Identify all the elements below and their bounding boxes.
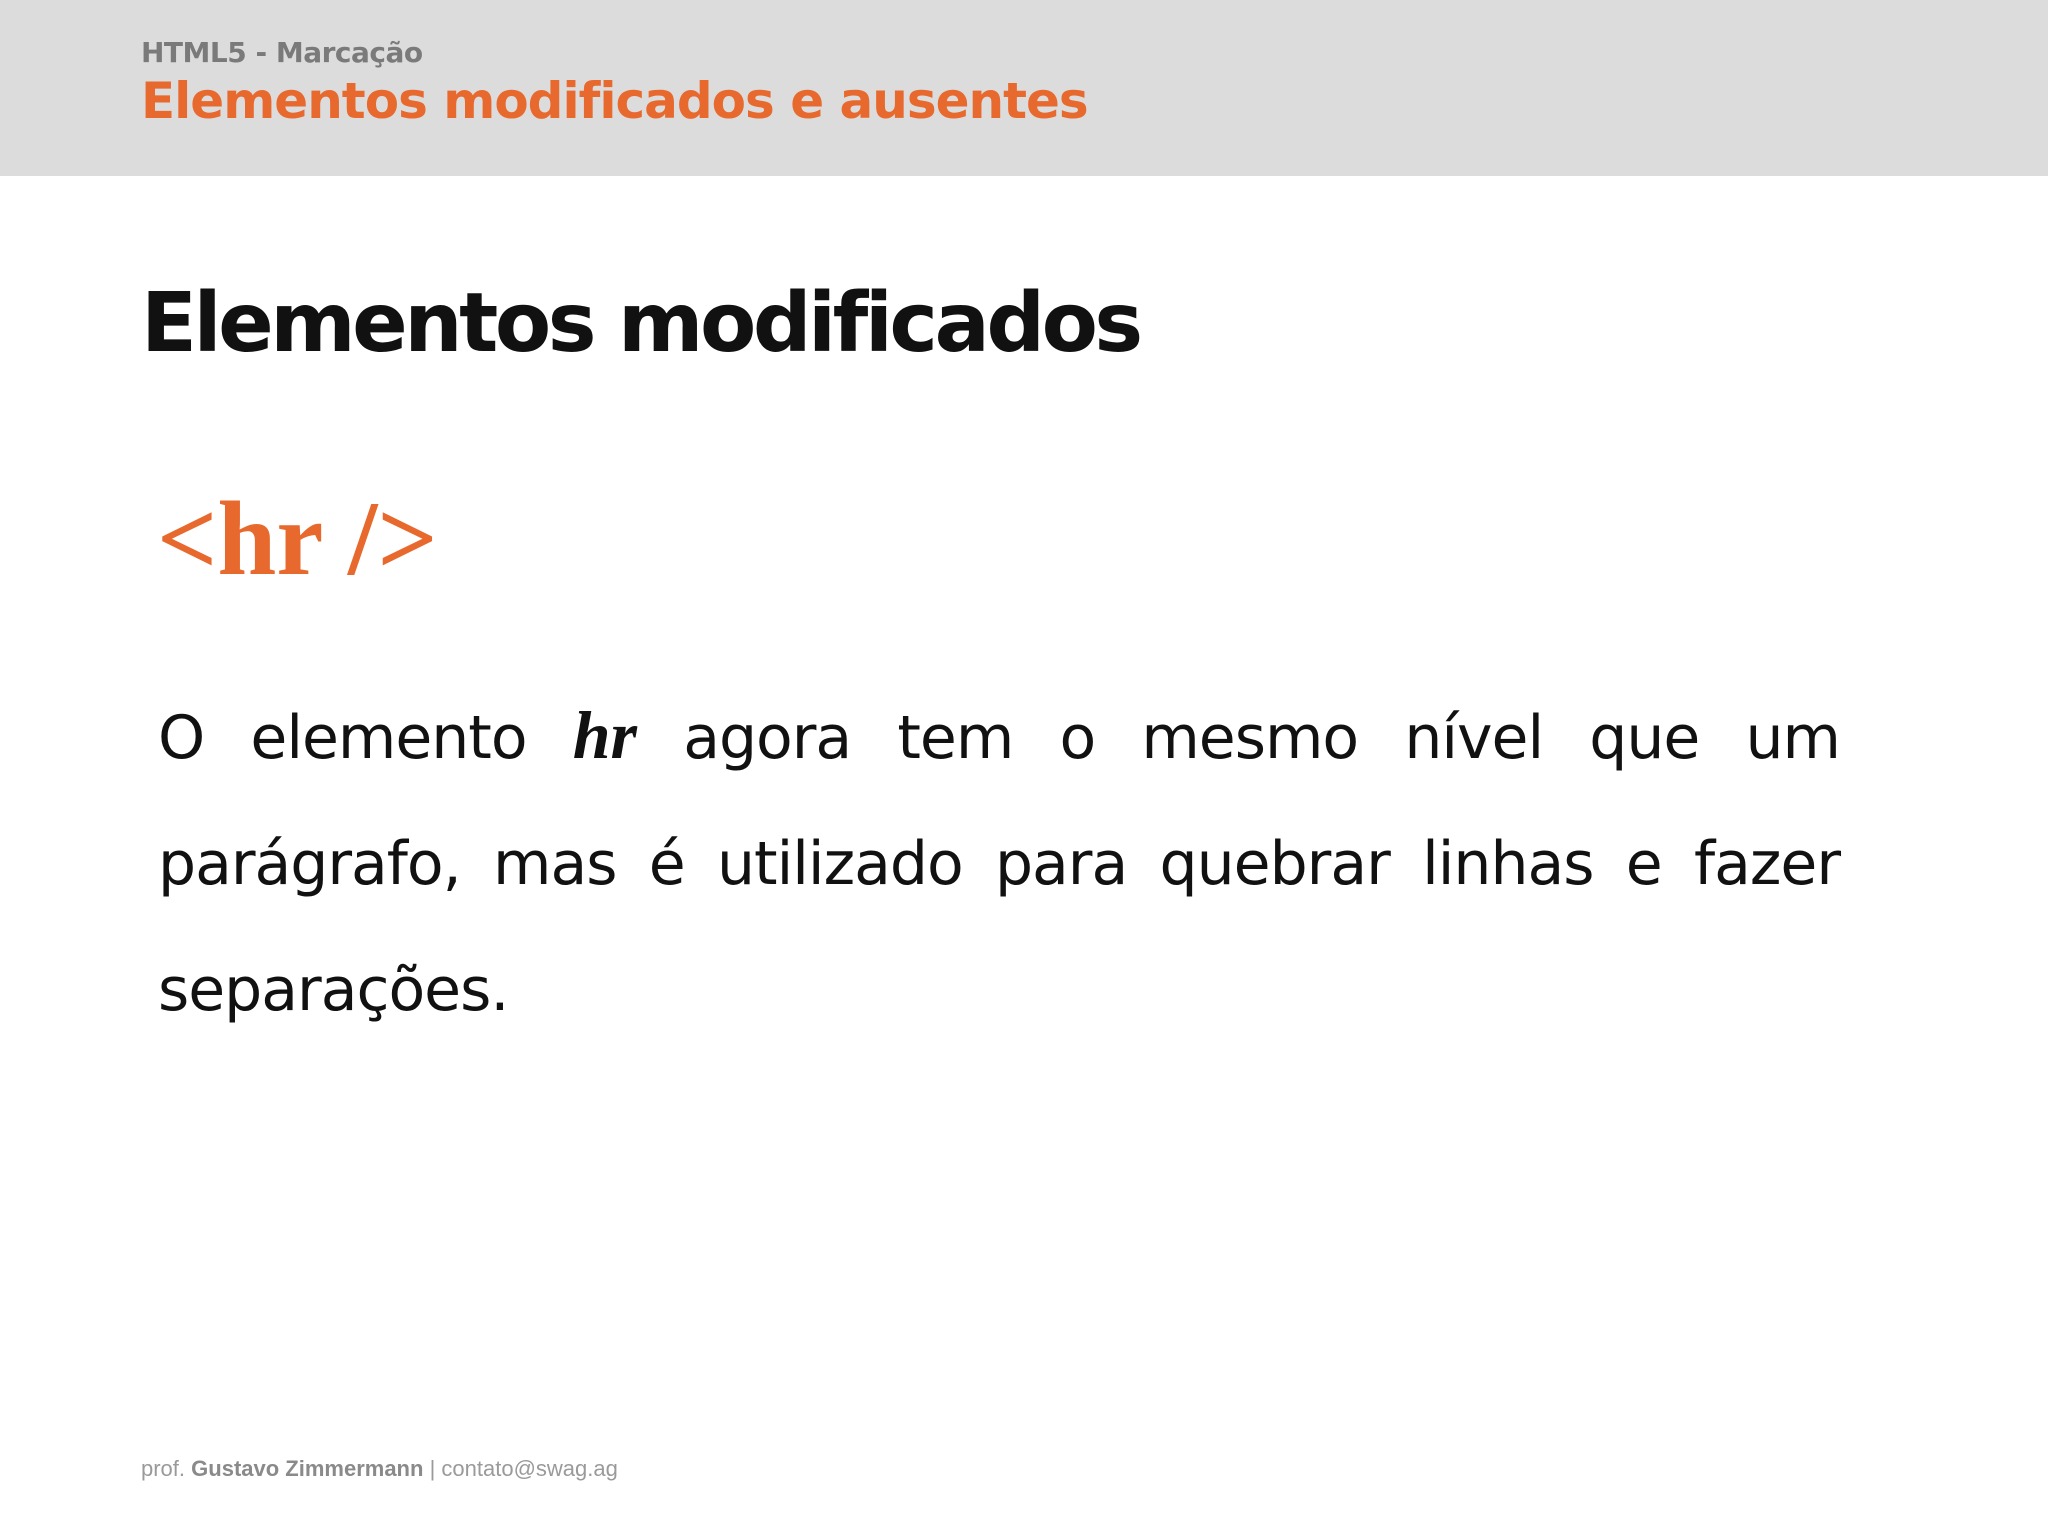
paragraph-emphasis: hr	[572, 697, 638, 773]
header-band	[0, 0, 2048, 176]
paragraph-text-before: O elemento	[158, 703, 573, 773]
code-tag: <hr />	[157, 480, 438, 597]
footer-separator: |	[429, 1456, 436, 1481]
footer	[141, 1456, 618, 1482]
footer-prefix: prof.	[141, 1456, 186, 1481]
footer-contact: contato@swag.ag	[441, 1456, 618, 1481]
paragraph-text-after: agora tem o mesmo nível que um parágrafo, mas é utilizado para quebrar linhas e fazer separações.	[158, 703, 1840, 1025]
footer-author: Gustavo Zimmermann	[191, 1456, 424, 1481]
header-title: Elementos modificados e ausentes	[141, 72, 1088, 130]
section-heading: Elementos modificados	[141, 276, 1140, 371]
body-paragraph	[158, 672, 1840, 1053]
header-subtitle: HTML5 - Marcação	[141, 36, 423, 69]
